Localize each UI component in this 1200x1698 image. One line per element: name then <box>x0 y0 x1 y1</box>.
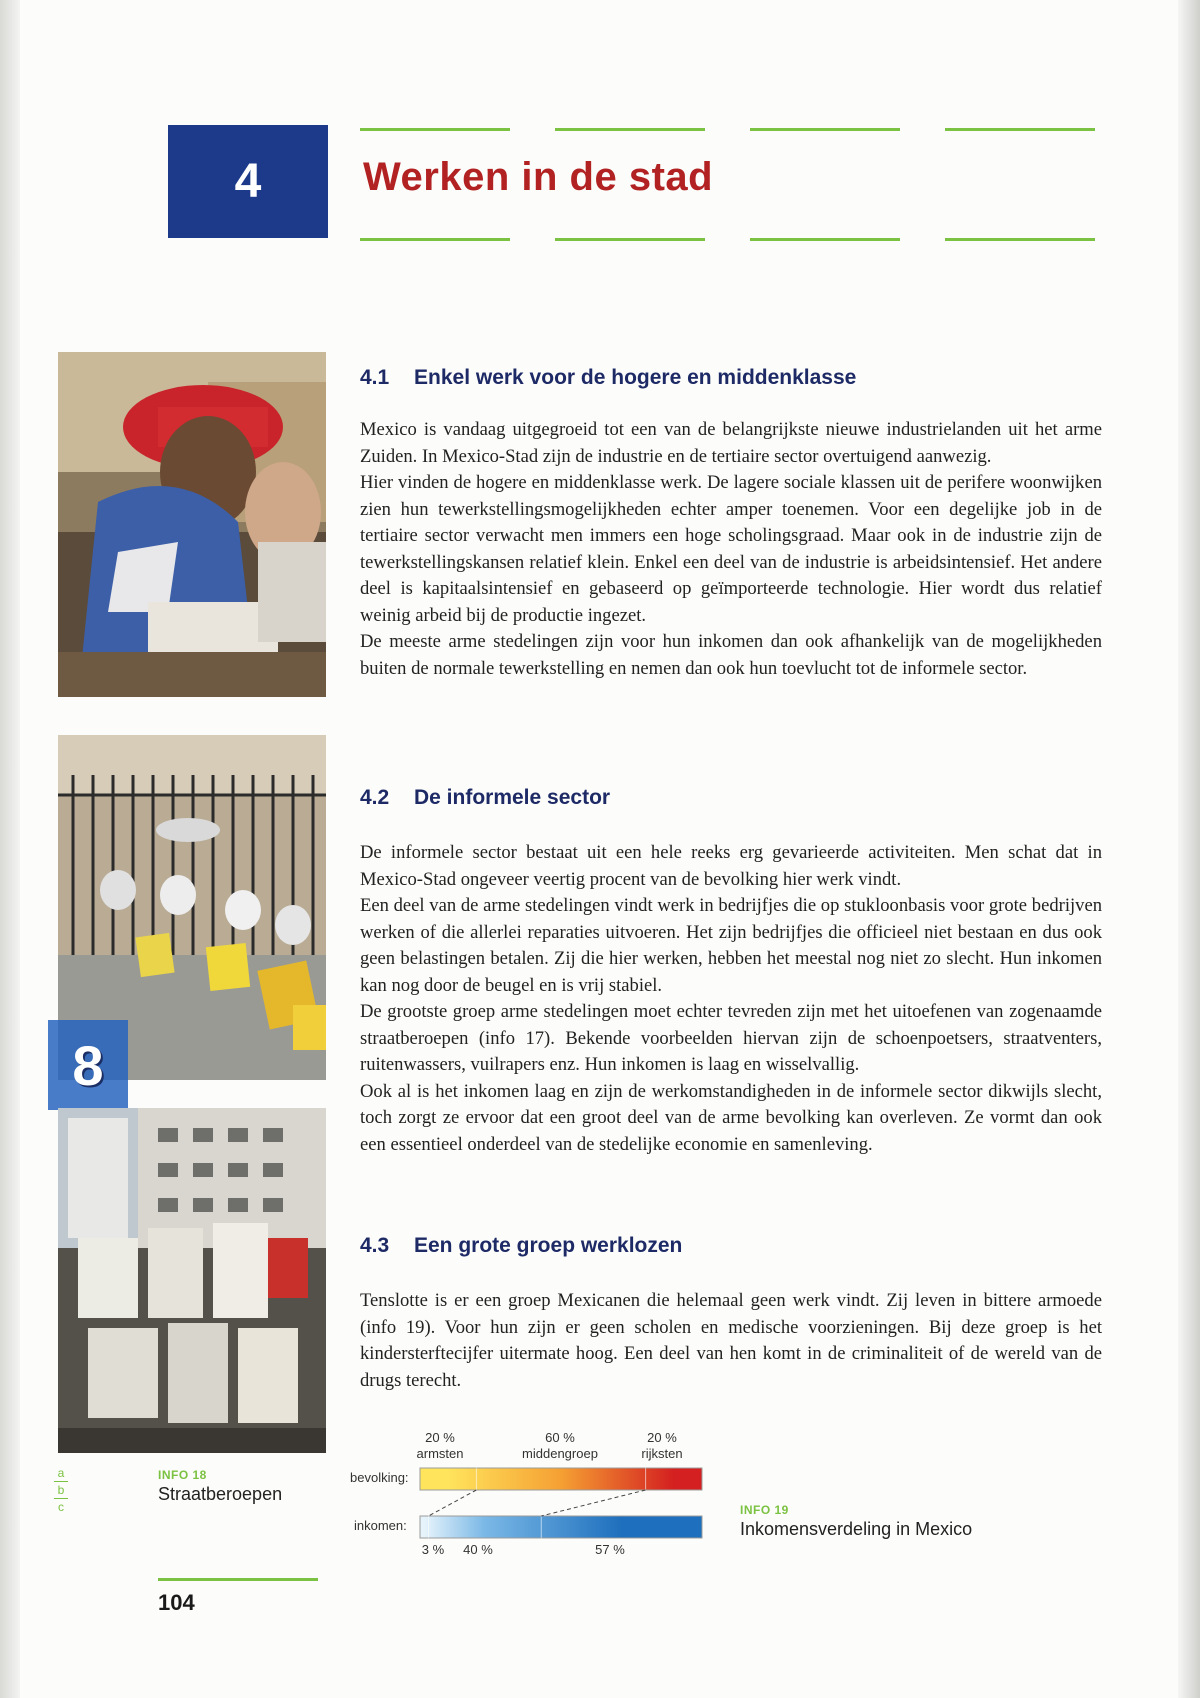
paragraph: De meeste arme stedelingen zijn voor hun inkomen dan ook afhankelijk van de mogelijkheden buiten de normale tewerkstelling en nemen dan ook hun toevlucht tot de informele sector. <box>360 631 1102 679</box>
subfigure-label-a: a <box>54 1465 68 1482</box>
boundary-connector <box>541 1490 645 1516</box>
chapter-title: Werken in de stad <box>363 155 714 199</box>
inkomen-label-3: 3 % <box>421 1542 445 1557</box>
header-rule <box>750 238 900 241</box>
info-19-tag: INFO 19 <box>740 1503 789 1517</box>
paragraph: De informele sector bestaat uit een hele reeks erg gevarieerde activiteiten. Men schat dat in Mexico-Stad ongeveer veertig procent van de bevolking hier werk vindt. <box>360 842 1102 890</box>
income-chart <box>350 1420 720 1570</box>
bar-inkomen-middengroep <box>428 1516 541 1538</box>
tick-label: rijksten <box>641 1446 683 1461</box>
bar-inkomen-rijksten <box>541 1516 702 1538</box>
boundary-connector <box>428 1490 476 1516</box>
section-title: De informele sector <box>414 786 611 809</box>
tick-label: middengroep <box>522 1446 598 1461</box>
inkomen-label-40: 40 % <box>463 1542 493 1557</box>
series-label-bevolking: bevolking: <box>350 1470 409 1485</box>
section-heading-4-1 <box>360 366 856 390</box>
bar-bevolking-rijksten <box>646 1468 702 1490</box>
header-rule <box>750 128 900 131</box>
section-body-4-2 <box>360 840 1102 1158</box>
tick-label: 20 % <box>425 1430 455 1445</box>
tick-label: 20 % <box>647 1430 677 1445</box>
subfigure-labels <box>54 1465 68 1515</box>
chapter-tab-number: 8 <box>72 1033 104 1097</box>
subfigure-label-c: c <box>58 1500 64 1514</box>
subfigure-label-b: b <box>54 1482 68 1499</box>
photo-street-vendor-red-cap <box>58 352 326 697</box>
inkomen-label-57: 57 % <box>595 1542 625 1557</box>
paragraph: De grootste groep arme stedelingen moet echter tevreden zijn met het uitoefenen van zogenaamde straatberoepen (info 17). Bekende voorbeelden hiervan zijn de schoenpoetsers, straatventers, ruitenwassers, vuilrapers enz. Hun inkomen is laag en wisselvallig. <box>360 1001 1102 1075</box>
photo-newspaper-stand <box>58 1108 326 1453</box>
paragraph: Een deel van de arme stedelingen vindt werk in bedrijfjes die op stukloonbasis voor grote bedrijven werken of die allerlei reparaties uitvoeren. Het zijn bedrijfjes die officieel niet bestaan en dus ook geen belastingen betalen. Zij die hier werken, hebben het meestal nog niet zo slecht. Hun inkomen kan nog door de beugel en is vrij stabiel. <box>360 895 1102 996</box>
chapter-number: 4 <box>234 155 262 208</box>
chapter-number-box <box>168 125 328 238</box>
section-number: 4.3 <box>360 1234 390 1257</box>
page-number: 104 <box>158 1590 195 1615</box>
section-number: 4.2 <box>360 786 390 809</box>
paragraph: Hier vinden de hogere en middenklasse werk. De lagere sociale klassen uit de perifere woonwijken zien hun tewerkstellingsmogelijkheden echter amper toenemen. Voor een degelijke job in de tertiaire sector verwacht men immers een hoge scholingsgraad. Maar ook in de industrie zijn de tewerkstellingskansen relatief klein. Enkel een deel van de industrie is arbeidsintensief. Het andere deel is kapitaalsintensief en gebaseerd op geïmporteerde technologie. Hier wordt dus relatief weinig arbeid bij de productie ingezet. <box>360 472 1102 626</box>
info-19-caption: Inkomensverdeling in Mexico <box>740 1519 973 1539</box>
page-edge-right <box>1178 0 1200 1698</box>
section-heading-4-2 <box>360 786 610 810</box>
section-title: Een grote groep werklozen <box>414 1234 683 1257</box>
chart-bars <box>350 1420 720 1570</box>
header-rule <box>360 128 510 131</box>
paragraph: Ook al is het inkomen laag en zijn de werkomstandigheden in de informele sector dikwijls slecht, toch zorgt ze ervoor dat een groot deel van de arme bevolking kan overleven. Ze vormt dan ook een essentieel onderdeel van de stedelijke economie en samenleving. <box>360 1080 1102 1155</box>
header-rule <box>555 238 705 241</box>
page-edge-left <box>0 0 20 1698</box>
section-body-4-3 <box>360 1288 1102 1394</box>
tick-label: armsten <box>416 1446 464 1461</box>
paragraph: Tenslotte is er een groep Mexicanen die helemaal geen werk vindt. Zij leven in bittere armoede (info 19). Voor hun zijn er geen scholen en medische voorzieningen. Bij deze groep is het kindersterftecijfer uitermate hoog. Een deel van hen komt in de criminaliteit of de wereld van de drugs terecht. <box>360 1290 1102 1391</box>
series-label-inkomen: inkomen: <box>354 1518 407 1533</box>
paragraph: Mexico is vandaag uitgegroeid tot een van de belangrijkste nieuwe industrielanden uit het arme Zuiden. In Mexico-Stad zijn de industrie en de tertiaire sector overtuigend aanwezig. <box>360 419 1102 467</box>
footer-rule <box>158 1578 318 1581</box>
section-title: Enkel werk voor de hogere en middenklasse <box>414 366 857 389</box>
header-rule <box>945 238 1095 241</box>
section-number: 4.1 <box>360 366 390 389</box>
header-rule <box>360 238 510 241</box>
bar-bevolking-armsten <box>420 1468 476 1490</box>
section-body-4-1 <box>360 417 1102 682</box>
chapter-tab-8 <box>48 1020 128 1110</box>
section-heading-4-3 <box>360 1234 682 1258</box>
info-18-tag: INFO 18 <box>158 1468 207 1482</box>
tick-label: 60 % <box>545 1430 575 1445</box>
bar-bevolking-middengroep <box>476 1468 645 1490</box>
info-18-caption: Straatberoepen <box>158 1484 283 1504</box>
header-rule <box>555 128 705 131</box>
header-rule <box>945 128 1095 131</box>
bar-inkomen-armsten <box>420 1516 428 1538</box>
